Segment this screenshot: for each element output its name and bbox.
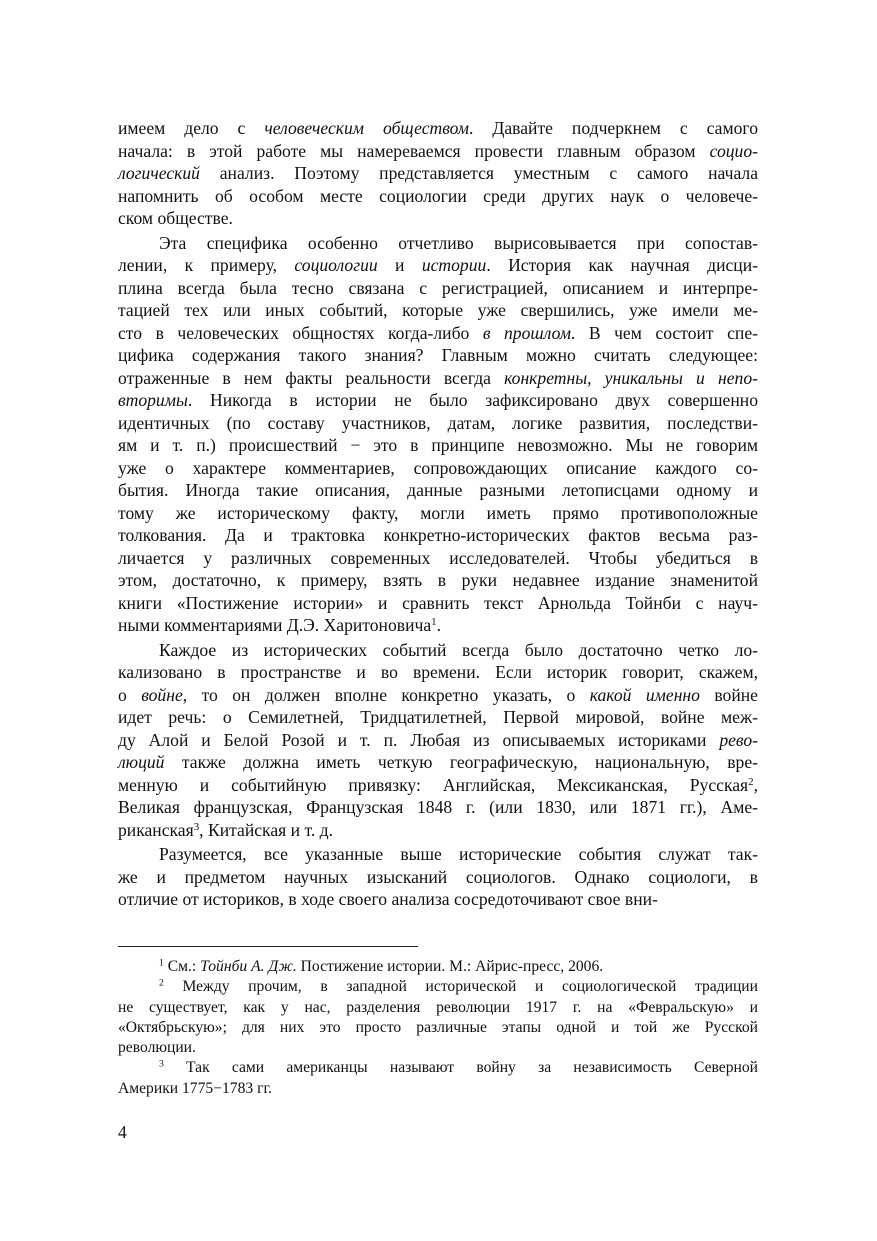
text-run: менную и событийную привязку: Английская, Мексиканская, Русская [118, 774, 749, 795]
text-run: имеем дело с [118, 118, 265, 138]
italic-text: логический [118, 163, 200, 183]
text-run: уже о характере комментариев, сопровождающих описание каждого со- [118, 457, 758, 478]
text-line [118, 185, 758, 208]
text-run: Между прочим, в западной исторической и социологической традиции [163, 978, 758, 996]
text-line [118, 977, 758, 997]
text-line [118, 412, 758, 435]
text-run: идентичных (по составу участников, датам, логике развития, последстви- [118, 412, 758, 433]
text-run: ными комментариями Д.Э. Харитоновича [118, 615, 432, 635]
text-line [118, 479, 758, 502]
text-line [118, 796, 758, 819]
text-run: . [436, 615, 441, 635]
main-text [118, 117, 758, 911]
italic-text: конкретны, уникальны и непо- [504, 367, 758, 388]
text-run: сто в человеческих общностях когда-либо [118, 322, 483, 343]
text-line [118, 1058, 758, 1078]
page-number: 4 [118, 1122, 127, 1142]
text-line [118, 162, 758, 185]
text-run: бытия. Иногда такие описания, данные разными летописцами одному и [118, 480, 758, 500]
text-run: же и предметом научных изысканий социологов. Однако социологи, в [118, 866, 758, 887]
text-line [118, 524, 758, 547]
footnote-marker: 3 [193, 820, 200, 833]
text-line [118, 751, 758, 774]
footnote-marker: 2 [159, 977, 164, 989]
text-line [118, 569, 758, 592]
footnote-marker: 2 [748, 775, 754, 788]
text-line [118, 367, 758, 390]
text-run: начала: в этой работе мы намереваемся провести главным образом [118, 140, 710, 161]
text-line [118, 639, 758, 662]
footnotes [118, 957, 758, 1099]
text-run: Разумеется, все указанные выше исторические события служат так- [159, 844, 758, 864]
italic-text: какой именно [589, 684, 700, 705]
italic-text: люций [118, 752, 165, 772]
text-line [118, 774, 758, 797]
text-line [118, 457, 758, 480]
italic-text: человеческим обществом [264, 118, 469, 138]
text-run: Постижение истории. М.: Айрис-пресс, 2006. [296, 958, 604, 975]
text-run: войне [699, 684, 758, 705]
italic-text: социологии [294, 255, 378, 275]
text-run: Так сами американцы называют войну за независимость Северной [163, 1059, 758, 1077]
text-line [118, 684, 758, 707]
text-run: кализовано в пространстве и во времени. Если историк говорит, скажем, [118, 662, 758, 682]
text-run: напомнить об особом месте социологии среди других наук о человече- [118, 185, 758, 206]
text-line [118, 661, 758, 684]
footnote-divider [118, 946, 418, 947]
text-line [118, 866, 758, 889]
italic-text: войне [141, 684, 183, 705]
text-run: также должна иметь четкую географическую, национальную, вре- [164, 752, 758, 772]
text-run: . История как научная дисци- [486, 255, 758, 275]
text-run: книги «Постижение истории» и сравнить текст Арнольда Тойнби с науч- [118, 592, 758, 613]
text-run: тому же историческому факту, могли иметь прямо противоположные [118, 502, 758, 523]
text-run: отраженные в нем факты реальности всегда [118, 367, 505, 388]
text-run: толкования. Да и трактовка конкретно-исторических фактов весьма раз- [118, 525, 758, 545]
text-run: анализ. Поэтому представляется уместным с самого начала [199, 163, 758, 183]
text-run: тацией тех или иных событий, которые уже свершились, уже имели ме- [118, 300, 758, 320]
text-run: ду Алой и Белой Розой и т. п. Любая из описываемых историками [118, 729, 720, 750]
italic-text: истории [421, 255, 487, 275]
text-run: , то он должен вполне конкретно указать, о [182, 684, 590, 705]
text-line [118, 389, 758, 412]
footnote [118, 977, 758, 1058]
text-line [118, 819, 758, 842]
italic-text: социо- [709, 140, 758, 161]
text-run: и [377, 255, 422, 275]
text-run: , [753, 774, 758, 795]
text-line [118, 729, 758, 752]
text-line [118, 232, 758, 255]
footnote-marker: 1 [431, 616, 437, 628]
paragraph [118, 232, 758, 637]
text-line [118, 207, 758, 230]
footnote [118, 957, 758, 977]
text-line [118, 843, 758, 866]
text-line [118, 344, 758, 367]
text-run: отличие от историков, в ходе своего анализа сосредоточивают свое вни- [118, 889, 658, 909]
text-run: о [118, 684, 142, 705]
text-run: ском обществе. [118, 208, 233, 228]
footnote [118, 1058, 758, 1099]
text-run: не существует, как у нас, разделения революции 1917 г. на «Февральскую» и [118, 998, 758, 1016]
paragraph [118, 843, 758, 911]
text-line [118, 434, 758, 457]
text-line [118, 299, 758, 322]
text-line [118, 957, 758, 977]
footnote-marker: 1 [159, 957, 164, 969]
text-run: идет речь: о Семилетней, Тридцатилетней, Первой мировой, войне меж- [118, 707, 758, 727]
text-run: . Давайте подчеркнем с самого [468, 118, 758, 138]
text-run: этом, достаточно, к примеру, взять в руки недавнее издание знаменитой [118, 570, 758, 590]
text-run: цифика содержания такого знания? Главным можно считать следующее: [118, 345, 758, 365]
text-line [118, 1038, 758, 1058]
italic-text: вторимы [118, 390, 188, 410]
text-line [118, 592, 758, 615]
text-line [118, 117, 758, 140]
text-run: Каждое из исторических событий всегда было достаточно четко ло- [159, 639, 758, 660]
text-run: См.: [163, 958, 201, 975]
footnote-marker: 3 [159, 1059, 164, 1071]
text-line [118, 706, 758, 729]
text-line [118, 254, 758, 277]
text-run: риканская [118, 819, 194, 840]
text-run: Америки 1775−1783 гг. [118, 1079, 273, 1097]
text-line [118, 998, 758, 1018]
text-run: ям и т. п.) происшествий − это в принципе невозможно. Мы не говорим [118, 435, 758, 455]
text-run: революции. [118, 1039, 196, 1057]
text-line [118, 1079, 758, 1099]
italic-text: в прошлом [482, 322, 571, 343]
paragraph [118, 117, 758, 230]
text-line [118, 140, 758, 163]
paragraph [118, 639, 758, 842]
text-run: Великая французская, Французская 1848 г. (или 1830, или 1871 гг.), Аме- [118, 797, 758, 817]
text-line [118, 614, 758, 637]
text-line [118, 277, 758, 300]
text-line [118, 547, 758, 570]
text-line [118, 322, 758, 345]
text-run: лении, к примеру, [118, 255, 295, 275]
text-run: Эта специфика особенно отчетливо вырисовывается при сопостав- [159, 232, 758, 253]
text-line [118, 888, 758, 911]
text-line [118, 1018, 758, 1038]
text-run: , Китайская и т. д. [199, 819, 333, 840]
italic-text: Тойнби А. Дж. [200, 958, 297, 975]
text-run: плина всегда была тесно связана с регистрацией, описанием и интерпре- [118, 277, 758, 298]
italic-text: рево- [719, 729, 758, 750]
text-run: «Октябрьскую»; для них это просто различные этапы одной и той же Русской [118, 1018, 758, 1036]
text-run: . В чем состоит спе- [570, 322, 758, 343]
text-run: . Никогда в истории не было зафиксировано двух совершенно [187, 390, 758, 410]
text-run: личается у различных современных исследователей. Чтобы убедиться в [118, 547, 758, 568]
text-line [118, 502, 758, 525]
